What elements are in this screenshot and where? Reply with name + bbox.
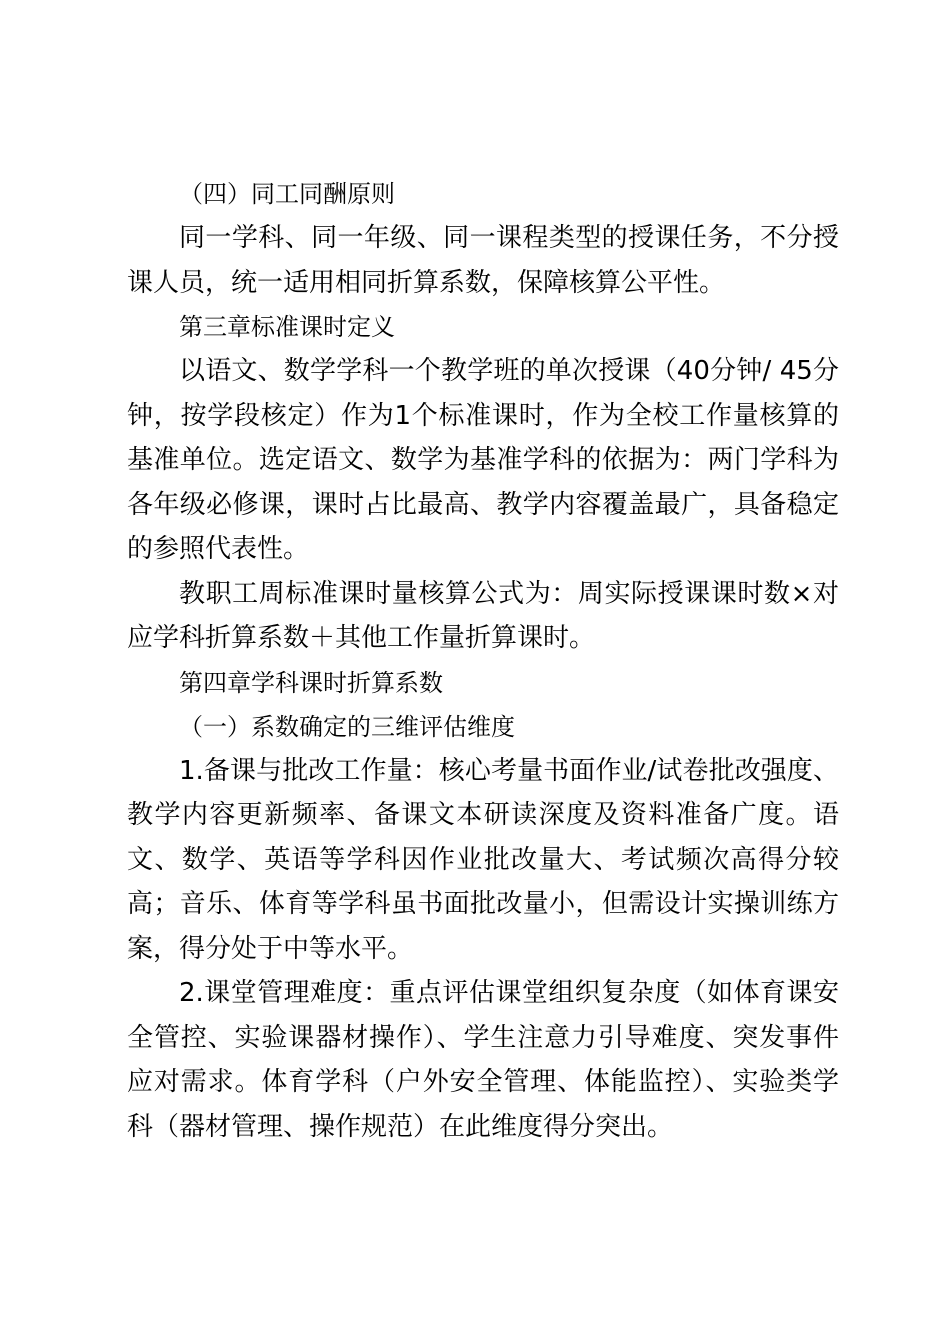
paragraph-classroom-management: 2.课堂管理难度：重点评估课堂组织复杂度（如体育课安全管控、实验课器材操作）、学生注意力引导难度、突发事件应对需求。体育学科（户外安全管理、体能监控）、实验类学科（器材管理、操作规范）在此维度得分突出。 bbox=[127, 978, 839, 1142]
paragraph-workload: 1.备课与批改工作量：核心考量书面作业/试卷批改强度、教学内容更新频率、备课文本研读深度及资料准备广度。语文、数学、英语等学科因作业批改量大、考试频次高得分较高；音乐、体育等学科虽书面批改量小，但需设计实操训练方案，得分处于中等水平。 bbox=[127, 755, 839, 964]
chapter-heading-3: 第三章标准课时定义 bbox=[179, 313, 395, 341]
section-heading-dimensions: （一）系数确定的三维评估维度 bbox=[179, 712, 515, 741]
paragraph-standard-period: 以语文、数学学科一个教学班的单次授课（40分钟/ 45分钟，按学段核定）作为1个标准课时，作为全校工作量核算的基准单位。选定语文、数学为基准学科的依据为：两门学科为各年级必修课，课时占比最高、教学内容覆盖最广，具备稳定的参照代表性。 bbox=[127, 356, 839, 564]
paragraph-equal-pay: 同一学科、同一年级、同一课程类型的授课任务，不分授课人员，统一适用相同折算系数，保障核算公平性。 bbox=[127, 223, 839, 298]
section-heading-principle-4: （四）同工同酬原则 bbox=[179, 180, 395, 208]
paragraph-formula: 教职工周标准课时量核算公式为：周实际授课课时数×对应学科折算系数＋其他工作量折算课时。 bbox=[127, 578, 839, 653]
document-body bbox=[127, 172, 839, 1149]
chapter-heading-4: 第四章学科课时折算系数 bbox=[179, 668, 443, 697]
